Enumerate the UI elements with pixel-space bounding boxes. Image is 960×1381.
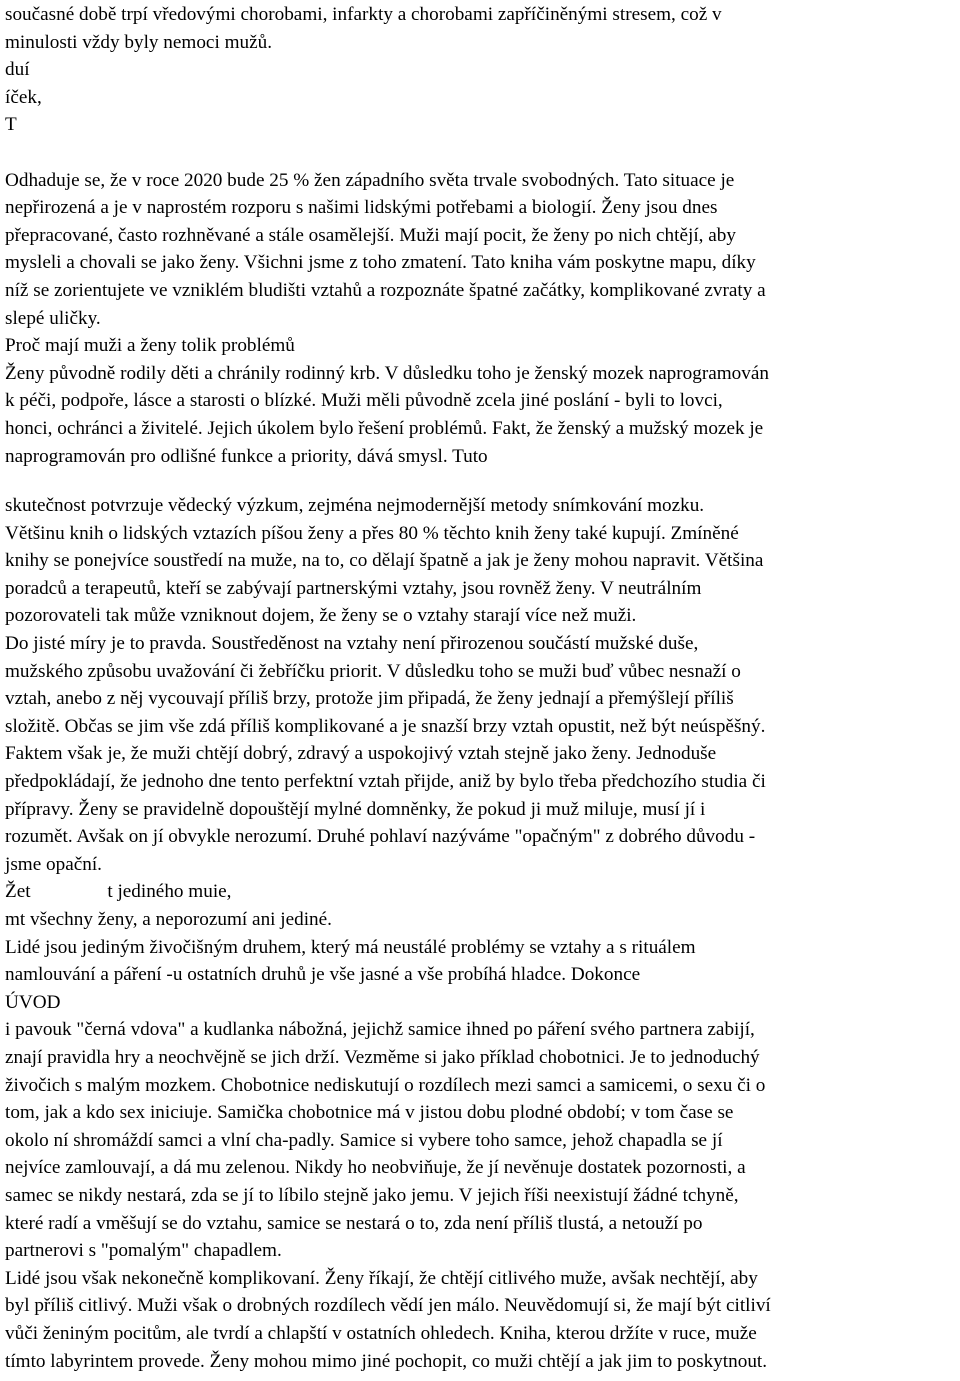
document-page [5, 1, 955, 1375]
text-line: duí [5, 59, 30, 81]
section-heading: ÚVOD [5, 991, 61, 1013]
text-line: Žet t jediného muie, [5, 881, 232, 903]
text-line: poradců a terapeutů, kteří se zabývají partnerskými vztahy, jsou rovněž ženy. V neutrálním [5, 577, 702, 599]
text-line: Lidé jsou však nekonečně komplikovaní. Ženy říkají, že chtějí citlivého muže, avšak nechtějí, aby [5, 1267, 758, 1289]
text-line: jsme opační. [5, 853, 102, 875]
text-line: k péči, podpoře, lásce a starosti o blízké. Muži měli původně zcela jiné poslání - byli to lovci, [5, 390, 723, 412]
text-line: vztah, anebo z něj vycouvají příliš brzy, protože jim připadá, že ženy jednají a přemýšlejí příliš [5, 688, 734, 710]
text-line: přepracované, často rozhněvané a stále osamělejší. Muži mají pocit, že ženy po nich chtějí, aby [5, 224, 736, 246]
text-line: tímto labyrintem provede. Ženy mohou mimo jiné pochopit, co muži chtějí a jak jim to poskytnout. [5, 1350, 768, 1372]
text-line: slepé uličky. [5, 307, 101, 329]
text-line: mt všechny ženy, a neporozumí ani jediné. [5, 909, 332, 930]
text-line: Lidé jsou jediným živočišným druhem, který má neustálé problémy se vztahy a s rituálem [5, 936, 696, 958]
text-line: Odhaduje se, že v roce 2020 bude 25 % žen západního světa trvale svobodných. Tato situace je [5, 169, 735, 191]
text-line: Ženy původně rodily děti a chránily rodinný krb. V důsledku toho je ženský mozek naprogramován [5, 362, 769, 384]
text-line: okolo ní shromáždí samci a vlní cha-padly. Samice si vybere toho samce, jehož chapadla se jí [5, 1129, 723, 1151]
text-line: T [5, 114, 17, 136]
text-line: pozorovateli tak může vzniknout dojem, že ženy se o vztahy starají více než muži. [5, 605, 637, 627]
text-line: namlouvání a páření -u ostatních druhů je vše jasné a vše probíhá hladce. Dokonce [5, 964, 641, 986]
text-line: íček, [5, 86, 42, 108]
text-line: které radí a vměšují se do vztahu, samice se nestará o to, zda není příliš tlustá, a netouží po [5, 1212, 703, 1234]
text-line: naprogramován pro odlišné funkce a priority, dává smysl. Tuto [5, 445, 488, 467]
text-line: níž se zorientujete ve vzniklém bludišti vztahů a rozpoznáte špatné začátky, komplikované zvraty a [5, 279, 766, 301]
text-line: znají pravidla hry a neochvějně se jich drží. Vezměme si jako příklad chobotnici. Je to jednoduchý [5, 1046, 760, 1068]
blank-line [5, 470, 955, 492]
text-line: Faktem však je, že muži chtějí dobrý, zdravý a uspokojivý vztah stejně jako ženy. Jednoduše [5, 743, 717, 765]
text-line: vůči ženiným pocitům, ale tvrdí a chlapští v ostatních ohledech. Kniha, kterou držíte v ruce, muže [5, 1322, 757, 1344]
text-line: tom, jak a kdo sex iniciuje. Samička chobotnice má v jistou dobu plodné období; v tom čase se [5, 1102, 734, 1124]
text-line: živočich s malým mozkem. Chobotnice nediskutují o rozdílech mezi samci a samicemi, o sexu či o [5, 1074, 766, 1096]
text-line: předpokládají, že jednoho dne tento perfektní vztah přijde, aniž by bylo třeba předchozího studia či [5, 771, 766, 793]
text-line: přípravy. Ženy se pravidelně dopouštějí mylné domněnky, že pokud ji muž miluje, musí jí i [5, 798, 706, 820]
text-line: nepřirozená a je v naprostém rozporu s našimi lidskými potřebami a biologií. Ženy jsou dnes [5, 197, 718, 219]
section-heading: Proč mají muži a ženy tolik problémů [5, 335, 295, 357]
text-line: nejvíce zamlouvají, a dá mu zelenou. Nikdy ho neobviňuje, že jí nevěnuje dostatek pozornosti, a [5, 1157, 746, 1179]
text-line: složitě. Občas se jim vše zdá příliš komplikované a je snazší brzy vztah opustit, než být neúspěšný. [5, 715, 766, 737]
text-line: skutečnost potvrzuje vědecký výzkum, zejména nejmodernější metody snímkování mozku. [5, 495, 705, 517]
text-line: současné době trpí vředovými chorobami, infarkty a chorobami zapříčiněnými stresem, což v [5, 4, 722, 25]
text-line: byl příliš citlivý. Muži však o drobných rozdílech vědí jen málo. Neuvědomují si, že mají být citliví [5, 1295, 771, 1317]
text-line: minulosti vždy byly nemoci mužů. [5, 31, 272, 53]
text-line: mysleli a chovali se jako ženy. Všichni jsme z toho zmatení. Tato kniha vám poskytne mapu, díky [5, 252, 756, 274]
text-line: Do jisté míry je to pravda. Soustředěnost na vztahy není přirozenou součástí mužské duše, [5, 633, 699, 655]
text-line: partnerovi s "pomalým" chapadlem. [5, 1240, 282, 1262]
text-line: mužského způsobu uvažování či žebříčku priorit. V důsledku toho se muži buď vůbec nesnaží o [5, 660, 741, 682]
text-line: honci, ochránci a živitelé. Jejich úkolem bylo řešení problémů. Fakt, že ženský a mužský mozek je [5, 417, 764, 439]
text-line: samec se nikdy nestará, zda se jí to líbilo stejně jako jemu. V jejich říši neexistují žádné tchyně, [5, 1184, 739, 1206]
text-line: i pavouk "černá vdova" a kudlanka nábožná, jejichž samice ihned po páření svého partnera zabijí, [5, 1019, 755, 1041]
blank-line [5, 139, 955, 167]
text-line: knihy se ponejvíce soustředí na muže, na to, co dělají špatně a jak je ženy mohou napravit. Většina [5, 550, 764, 572]
text-line: Většinu knih o lidských vztazích píšou ženy a přes 80 % těchto knih ženy také kupují. Zmíněné [5, 522, 739, 544]
text-line: rozumět. Avšak on jí obvykle nerozumí. Druhé pohlaví nazýváme "opačným" z dobrého důvodu - [5, 826, 756, 848]
